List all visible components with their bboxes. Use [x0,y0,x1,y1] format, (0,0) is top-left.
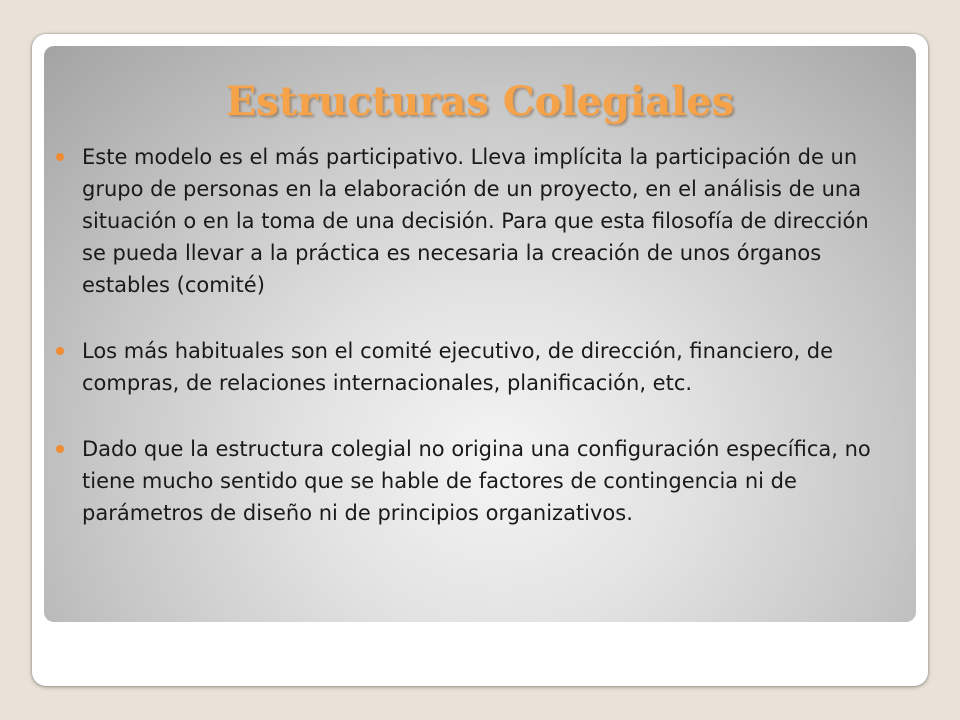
slide-title: Estructuras Colegiales [225,78,735,125]
bullet-text: Dado que la estructura colegial no origina una configuración específica, no tiene mucho sentido que se hable de factores de contingencia ni de parámetros de diseño ni de principios organizativos. [82,437,871,525]
bullet-dot-icon [56,153,64,161]
bullet-text: Los más habituales son el comité ejecutivo, de dirección, financiero, de compras, de relaciones internacionales, planificación, etc. [82,339,834,395]
bullet-dot-icon [56,445,64,453]
bullet-dot-icon [56,347,64,355]
bullet-item [52,433,882,529]
bullet-list [52,141,882,563]
bullet-text: Este modelo es el más participativo. Lleva implícita la participación de un grupo de personas en la elaboración de un proyecto, en el análisis de una situación o en la toma de una decisión. Para que esta filosofía de dirección se pueda llevar a la práctica es necesaria la creación de unos órganos estables (comité) [82,145,869,297]
bullet-item [52,335,882,399]
bullet-item [52,141,882,301]
